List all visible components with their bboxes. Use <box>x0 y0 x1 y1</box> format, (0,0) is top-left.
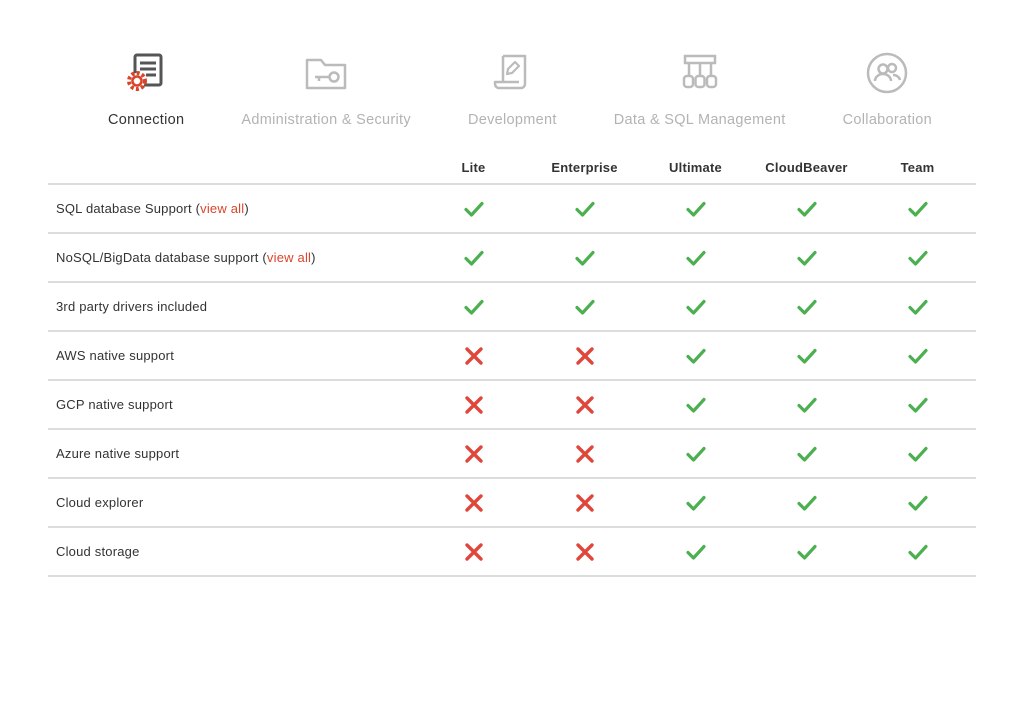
column-cloudbeaver: CloudBeaver <box>765 160 848 175</box>
cell-ultimate <box>640 443 751 465</box>
check-icon <box>685 198 707 220</box>
feature-label: GCP native support <box>56 397 173 412</box>
cell-enterprise <box>529 492 640 514</box>
check-icon <box>796 296 818 318</box>
cell-lite <box>418 296 529 318</box>
column-enterprise: Enterprise <box>551 160 618 175</box>
table-row <box>48 381 976 430</box>
tab-collaboration[interactable] <box>835 48 940 128</box>
table-row <box>48 528 976 577</box>
tab-label: Data & SQL Management <box>613 112 786 128</box>
check-icon <box>907 492 929 514</box>
check-icon <box>796 345 818 367</box>
table-row <box>48 479 976 528</box>
tab-data-sql-management[interactable] <box>606 48 794 128</box>
cell-lite <box>418 541 529 563</box>
check-icon <box>463 198 485 220</box>
feature-name <box>48 348 418 363</box>
feature-label: NoSQL/BigData database support ( <box>56 250 267 265</box>
cell-lite <box>418 492 529 514</box>
check-icon <box>685 541 707 563</box>
cell-team <box>862 492 973 514</box>
feature-name <box>48 299 418 314</box>
check-icon <box>907 443 929 465</box>
check-icon <box>574 247 596 269</box>
feature-label: AWS native support <box>56 348 175 363</box>
tab-development[interactable] <box>460 48 565 128</box>
cell-lite <box>418 443 529 465</box>
check-icon <box>796 247 818 269</box>
tab-label: Development <box>467 112 557 128</box>
cell-ultimate <box>640 296 751 318</box>
check-icon <box>685 247 707 269</box>
hierarchy-icon <box>675 48 725 98</box>
cell-cloudbeaver <box>751 443 862 465</box>
feature-name <box>48 397 418 412</box>
cell-cloudbeaver <box>751 394 862 416</box>
cell-enterprise <box>529 247 640 269</box>
cell-team <box>862 345 973 367</box>
check-icon <box>796 394 818 416</box>
cross-icon <box>574 492 596 514</box>
table-row <box>48 430 976 479</box>
feature-name <box>48 250 418 265</box>
feature-name <box>48 495 418 510</box>
check-icon <box>685 296 707 318</box>
feature-label-suffix: ) <box>244 201 249 216</box>
column-lite: Lite <box>461 160 486 175</box>
check-icon <box>907 394 929 416</box>
cell-cloudbeaver <box>751 492 862 514</box>
cell-lite <box>418 394 529 416</box>
cell-enterprise <box>529 394 640 416</box>
check-icon <box>907 247 929 269</box>
check-icon <box>907 541 929 563</box>
check-icon <box>463 247 485 269</box>
cross-icon <box>463 394 485 416</box>
feature-name <box>48 446 418 461</box>
check-icon <box>685 345 707 367</box>
users-circle-icon <box>862 48 912 98</box>
cross-icon <box>463 443 485 465</box>
table-header <box>48 152 976 185</box>
tab-administration-security[interactable] <box>233 48 418 128</box>
cell-cloudbeaver <box>751 541 862 563</box>
cell-cloudbeaver <box>751 247 862 269</box>
cell-ultimate <box>640 541 751 563</box>
feature-label-suffix: ) <box>311 250 316 265</box>
cell-ultimate <box>640 345 751 367</box>
cell-ultimate <box>640 492 751 514</box>
cell-lite <box>418 247 529 269</box>
check-icon <box>685 492 707 514</box>
cross-icon <box>574 345 596 367</box>
table-body <box>48 185 976 577</box>
check-icon <box>796 198 818 220</box>
check-icon <box>907 345 929 367</box>
check-icon <box>685 394 707 416</box>
cell-ultimate <box>640 394 751 416</box>
cell-enterprise <box>529 198 640 220</box>
cell-team <box>862 247 973 269</box>
check-icon <box>796 492 818 514</box>
feature-label: 3rd party drivers included <box>56 299 208 314</box>
cross-icon <box>463 345 485 367</box>
feature-name <box>48 544 418 559</box>
feature-label: SQL database Support ( <box>56 201 201 216</box>
cell-enterprise <box>529 345 640 367</box>
column-ultimate: Ultimate <box>669 160 722 175</box>
cell-ultimate <box>640 198 751 220</box>
table-row <box>48 283 976 332</box>
cell-enterprise <box>529 541 640 563</box>
cell-cloudbeaver <box>751 345 862 367</box>
cell-enterprise <box>529 443 640 465</box>
tab-label: Collaboration <box>842 112 932 128</box>
check-icon <box>463 296 485 318</box>
cross-icon <box>574 443 596 465</box>
feature-label: Cloud explorer <box>56 495 144 510</box>
column-team: Team <box>900 160 935 175</box>
cross-icon <box>463 492 485 514</box>
table-row <box>48 185 976 234</box>
tab-label: Administration & Security <box>241 112 411 128</box>
cell-team <box>862 541 973 563</box>
check-icon <box>907 296 929 318</box>
check-icon <box>574 198 596 220</box>
tab-connection[interactable] <box>100 48 192 128</box>
script-scroll-icon <box>487 48 537 98</box>
table-row <box>48 332 976 381</box>
cell-cloudbeaver <box>751 296 862 318</box>
feature-label: Cloud storage <box>56 544 140 559</box>
view-all-link[interactable]: view all <box>200 201 245 216</box>
comparison-table <box>48 152 976 577</box>
folder-key-icon <box>301 48 351 98</box>
view-all-link[interactable]: view all <box>266 250 312 265</box>
cross-icon <box>574 394 596 416</box>
cell-lite <box>418 345 529 367</box>
cell-enterprise <box>529 296 640 318</box>
tab-label: Connection <box>108 112 185 128</box>
check-icon <box>685 443 707 465</box>
table-row <box>48 234 976 283</box>
cell-ultimate <box>640 247 751 269</box>
cell-lite <box>418 198 529 220</box>
connection-icon <box>121 48 171 98</box>
check-icon <box>907 198 929 220</box>
cell-team <box>862 198 973 220</box>
cross-icon <box>463 541 485 563</box>
category-tabs <box>100 48 940 128</box>
feature-label: Azure native support <box>56 446 180 461</box>
cell-team <box>862 296 973 318</box>
cell-team <box>862 443 973 465</box>
cell-cloudbeaver <box>751 198 862 220</box>
feature-name <box>48 201 418 216</box>
cross-icon <box>574 541 596 563</box>
cell-team <box>862 394 973 416</box>
check-icon <box>796 541 818 563</box>
check-icon <box>796 443 818 465</box>
check-icon <box>574 296 596 318</box>
